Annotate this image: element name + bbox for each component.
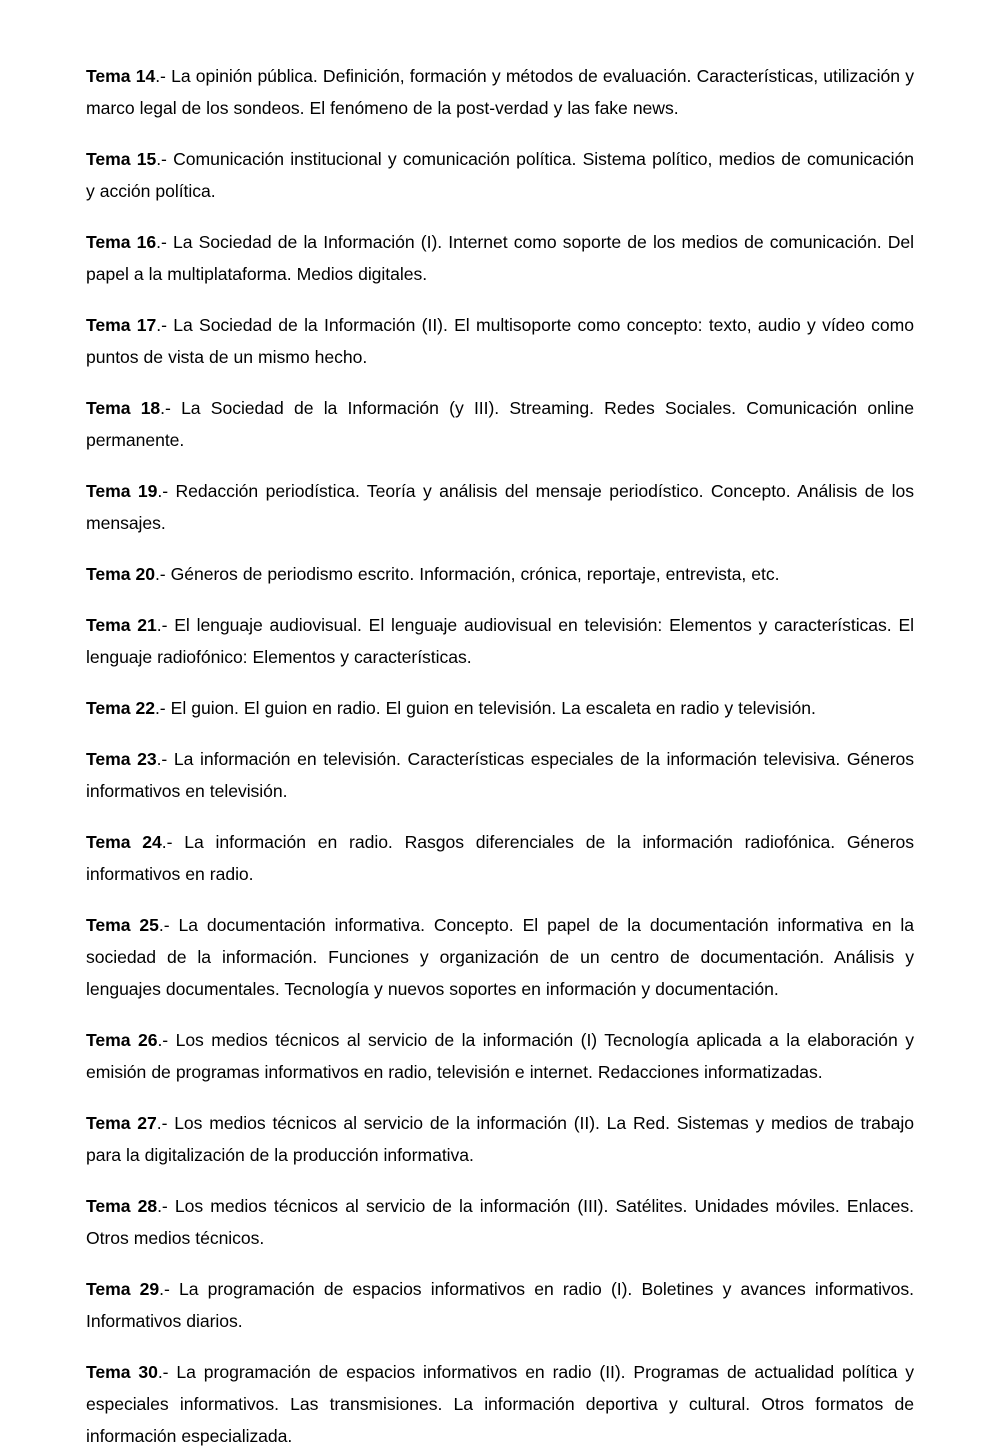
- topic-paragraph: [86, 1356, 914, 1452]
- topic-number-label: Tema 29: [86, 1279, 160, 1299]
- topic-paragraph: [86, 826, 914, 890]
- topic-body-text: .- La programación de espacios informativos en radio (I). Boletines y avances informativos. Informativos diarios.: [86, 1279, 914, 1331]
- topic-paragraph: [86, 692, 914, 724]
- topic-list: [86, 60, 914, 1452]
- topic-body-text: .- Los medios técnicos al servicio de la información (II). La Red. Sistemas y medios de trabajo para la digitalización de la producción informativa.: [86, 1113, 914, 1165]
- topic-paragraph: [86, 1273, 914, 1337]
- topic-number-label: Tema 26: [86, 1030, 158, 1050]
- topic-body-text: .- Géneros de periodismo escrito. Información, crónica, reportaje, entrevista, etc.: [154, 564, 780, 584]
- topic-body-text: .- La opinión pública. Definición, formación y métodos de evaluación. Características, utilización y marco legal de los sondeos. El fenómeno de la post-verdad y las fake news.: [86, 66, 914, 118]
- topic-paragraph: [86, 1190, 914, 1254]
- topic-paragraph: [86, 1107, 914, 1171]
- topic-body-text: .- La información en radio. Rasgos diferenciales de la información radiofónica. Géneros informativos en radio.: [86, 832, 915, 884]
- topic-paragraph: [86, 60, 914, 124]
- topic-number-label: Tema 21: [86, 615, 157, 635]
- topic-number-label: Tema 16: [86, 232, 157, 252]
- topic-paragraph: [86, 226, 914, 290]
- topic-number-label: Tema 24: [86, 832, 162, 852]
- topic-number-label: Tema 27: [86, 1113, 157, 1133]
- topic-number-label: Tema 17: [86, 315, 157, 335]
- topic-paragraph: [86, 558, 914, 590]
- topic-number-label: Tema 25: [86, 915, 159, 935]
- topic-body-text: .- El guion. El guion en radio. El guion en televisión. La escaleta en radio y televisión.: [154, 698, 816, 718]
- topic-body-text: .- Los medios técnicos al servicio de la información (III). Satélites. Unidades móviles. Enlaces. Otros medios técnicos.: [86, 1196, 914, 1248]
- topic-paragraph: [86, 743, 914, 807]
- topic-number-label: Tema 22: [86, 698, 155, 718]
- topic-body-text: .- La documentación informativa. Concepto. El papel de la documentación informativa en la sociedad de la información. Funciones y organización de un centro de documentación. Análisis y lenguajes documentales. Tecnología y nuevos soportes en información y documentación.: [86, 915, 914, 999]
- topic-number-label: Tema 15: [86, 149, 157, 169]
- topic-paragraph: [86, 392, 914, 456]
- topic-paragraph: [86, 475, 914, 539]
- topic-paragraph: [86, 143, 914, 207]
- topic-paragraph: [86, 309, 914, 373]
- topic-body-text: .- Comunicación institucional y comunicación política. Sistema político, medios de comunicación y acción política.: [86, 149, 914, 201]
- topic-number-label: Tema 20: [86, 564, 155, 584]
- topic-body-text: .- Los medios técnicos al servicio de la información (I) Tecnología aplicada a la elaboración y emisión de programas informativos en radio, televisión e internet. Redacciones informatizadas.: [86, 1030, 914, 1082]
- topic-body-text: .- La Sociedad de la Información (I). Internet como soporte de los medios de comunicación. Del papel a la multiplataforma. Medios digitales.: [86, 232, 914, 284]
- topic-paragraph: [86, 609, 914, 673]
- topic-number-label: Tema 19: [86, 481, 158, 501]
- topic-number-label: Tema 18: [86, 398, 161, 418]
- topic-body-text: .- La programación de espacios informativos en radio (II). Programas de actualidad política y especiales informativos. Las transmisiones. La información deportiva y cultural. Otros formatos de información especializada.: [86, 1362, 914, 1446]
- topic-body-text: .- El lenguaje audiovisual. El lenguaje audiovisual en televisión: Elementos y características. El lenguaje radiofónico: Elementos y características.: [86, 615, 914, 667]
- topic-number-label: Tema 30: [86, 1362, 158, 1382]
- topic-body-text: .- Redacción periodística. Teoría y análisis del mensaje periodístico. Concepto. Análisis de los mensajes.: [86, 481, 914, 533]
- topic-paragraph: [86, 1024, 914, 1088]
- topic-body-text: .- La información en televisión. Características especiales de la información televisiva. Géneros informativos en televisión.: [86, 749, 914, 801]
- topic-paragraph: [86, 909, 914, 1005]
- topic-body-text: .- La Sociedad de la Información (II). El multisoporte como concepto: texto, audio y vídeo como puntos de vista de un mismo hecho.: [86, 315, 915, 367]
- topic-number-label: Tema 28: [86, 1196, 158, 1216]
- topic-number-label: Tema 14: [86, 66, 156, 86]
- topic-body-text: .- La Sociedad de la Información (y III). Streaming. Redes Sociales. Comunicación online permanente.: [86, 398, 914, 450]
- topic-number-label: Tema 23: [86, 749, 157, 769]
